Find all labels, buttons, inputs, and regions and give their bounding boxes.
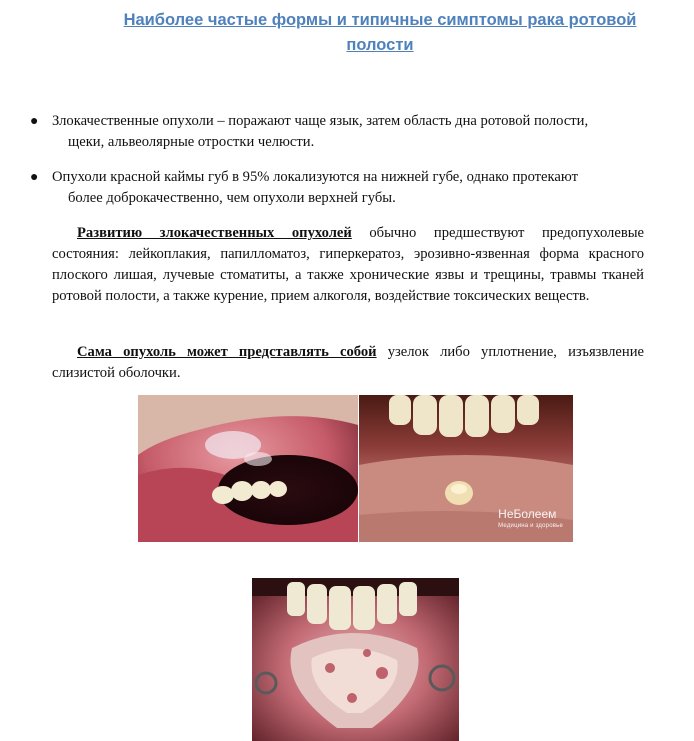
paragraph-text: узелок либо уплотнение, изъязвление слизистой оболочки. xyxy=(52,344,644,381)
oral-lesion-photo-cheek xyxy=(138,395,358,542)
logo-text: НеБолеем xyxy=(498,507,557,521)
bullet-line: щеки, альвеолярные отростки челюсти. xyxy=(68,134,315,150)
paragraph-lead: Развитию злокачественных опухолей xyxy=(77,225,352,241)
paragraph-lead: Сама опухоль может представлять собой xyxy=(77,344,377,360)
bullet-line: Злокачественные опухоли – поражают чаще язык, затем область дна ротовой полости, xyxy=(52,113,589,129)
watermark-logo xyxy=(498,508,563,532)
bullet-item-2 xyxy=(30,167,644,209)
paragraph-tumor-forms xyxy=(52,342,644,384)
paragraph-precancer xyxy=(52,223,644,307)
logo-subtext: Медицина и здоровье xyxy=(498,523,563,529)
oral-lesion-photo-floor xyxy=(252,578,459,741)
paragraph-text: обычно предшествуют предопухолевые состояния: лейкоплакия, папилломатоз, гиперкератоз, эрозивно-язвенная форма красного плоского лишая, лучевые стоматиты, а также хронические язвы и трещины, травмы тканей ротовой полости, а также курение, прием алкоголя, воздействие токсических веществ. xyxy=(52,225,644,304)
oral-lesion-photo-lip xyxy=(359,395,573,542)
bullet-line: Опухоли красной каймы губ в 95% локализуются на нижней губе, однако протекают xyxy=(52,169,578,185)
bullet-dot: ● xyxy=(30,114,39,129)
bullet-item-1 xyxy=(30,111,644,153)
bullet-line: более доброкачественно, чем опухоли верхней губы. xyxy=(68,190,396,206)
bullet-dot: ● xyxy=(30,170,39,185)
document-title: Наиболее частые формы и типичные симптомы рака ротовой полости xyxy=(123,11,637,54)
